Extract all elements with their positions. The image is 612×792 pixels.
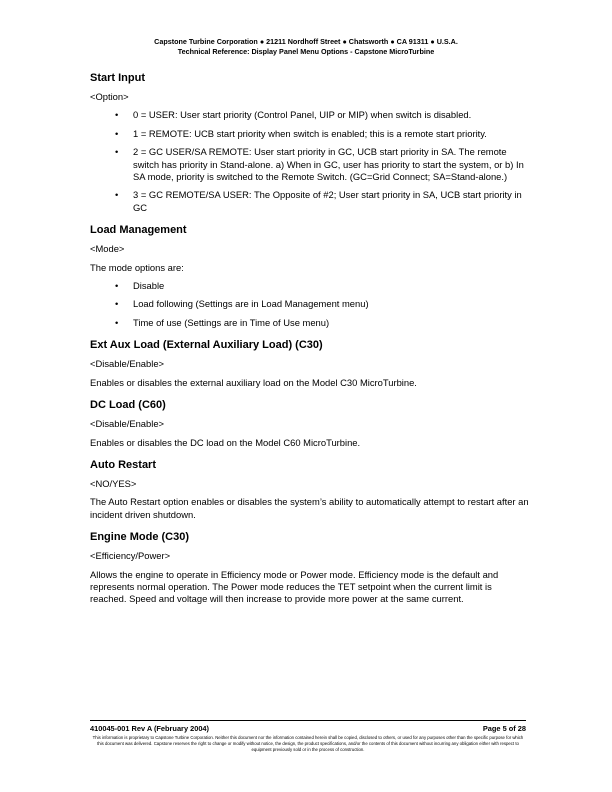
footer-legal-notice: This information is proprietary to Capstone Turbine Corporation. Neither this document nor the information contained herein shall be copied, disclosed to others, or used for any purposes other than the specific purpose for which this document was delivered. Capstone reserves the right to change or modify without notice, the design, the product specifications, and/or the contents of this document without incurring any obligation either with respect to equipment previously sold or in the process of construction. <box>92 735 524 752</box>
section-load-management <box>90 223 530 329</box>
section-auto-restart <box>90 458 530 521</box>
section-ext-aux-load <box>90 338 530 389</box>
start-input-heading: Start Input <box>90 72 145 84</box>
auto-restart-heading: Auto Restart <box>90 458 157 471</box>
start-input-tag: <Option> <box>90 91 129 102</box>
load-management-tag: <Mode> <box>90 243 125 255</box>
engine-mode-body: Allows the engine to operate in Efficiency mode or Power mode. Efficiency mode is the default and represents normal operation. The Power mode reduces the TET setpoint when the current limit is reached. Speed and voltage will then increase to provide more power at the same current. <box>90 568 499 605</box>
bullet-icon: • <box>115 280 119 292</box>
dc-load-body: Enables or disables the DC load on the Model C60 MicroTurbine. <box>90 436 361 448</box>
load-management-heading: Load Management <box>90 224 187 237</box>
auto-restart-tag: <NO/YES> <box>90 477 137 489</box>
bullet-icon: • <box>115 189 119 201</box>
section-engine-mode <box>90 530 530 606</box>
bullet-icon: • <box>115 109 119 121</box>
start-input-list <box>90 109 530 214</box>
list-item: • Disable <box>115 280 165 292</box>
bullet-icon: • <box>115 316 119 328</box>
load-management-intro: The mode options are: <box>90 261 184 273</box>
ext-aux-load-tag: <Disable/Enable> <box>90 358 165 370</box>
list-item: • 1 = REMOTE: UCB start priority when switch is enabled; this is a remote start priority. <box>115 127 487 139</box>
ext-aux-load-heading: Ext Aux Load (External Auxiliary Load) (C30) <box>90 339 323 352</box>
footer-page-number: Page 5 of 28 <box>482 724 526 733</box>
list-item: • Load following (Settings are in Load Management menu) <box>115 298 369 310</box>
bullet-icon: • <box>115 127 119 139</box>
header-doc-title: Technical Reference: Display Panel Menu Options - Capstone MicroTurbine <box>177 47 435 56</box>
page-content <box>90 71 530 606</box>
footer-divider <box>90 720 526 721</box>
auto-restart-body: The Auto Restart option enables or disables the system’s ability to automatically attempt to restart after an incident driven shutdown. <box>90 496 529 520</box>
section-dc-load <box>90 398 530 449</box>
bullet-icon: • <box>115 146 119 158</box>
dc-load-heading: DC Load (C60) <box>90 399 166 412</box>
dc-load-tag: <Disable/Enable> <box>90 418 165 430</box>
section-start-input <box>90 71 530 214</box>
bullet-icon: • <box>115 298 119 310</box>
header-company-line: Capstone Turbine Corporation ● 21211 Nordhoff Street ● Chatsworth ● CA 91311 ● U.S.A. <box>154 37 458 46</box>
ext-aux-load-body: Enables or disables the external auxiliary load on the Model C30 MicroTurbine. <box>90 376 417 388</box>
engine-mode-tag: <Efficiency/Power> <box>90 550 171 562</box>
footer-doc-id: 410045-001 Rev A (February 2004) <box>90 724 210 733</box>
list-item: • Time of use (Settings are in Time of Use menu) <box>115 316 330 328</box>
engine-mode-heading: Engine Mode (C30) <box>90 531 190 544</box>
list-item: • 3 = GC REMOTE/SA USER: The Opposite of #2; User start priority in SA, UCB start priority in GC <box>115 189 522 213</box>
load-management-list <box>90 280 530 329</box>
list-item: • 0 = USER: User start priority (Control Panel, UIP or MIP) when switch is disabled. <box>115 109 472 121</box>
list-item: • 2 = GC USER/SA REMOTE: User start priority in GC, UCB start priority in SA. The remote switch has priority in Stand-alone. a) When in GC, user has priority to start the system, or b) In SA mode, priority is switched to the Remote Switch. (GC=Grid Connect; SA=Stand-alone.) <box>115 146 524 183</box>
